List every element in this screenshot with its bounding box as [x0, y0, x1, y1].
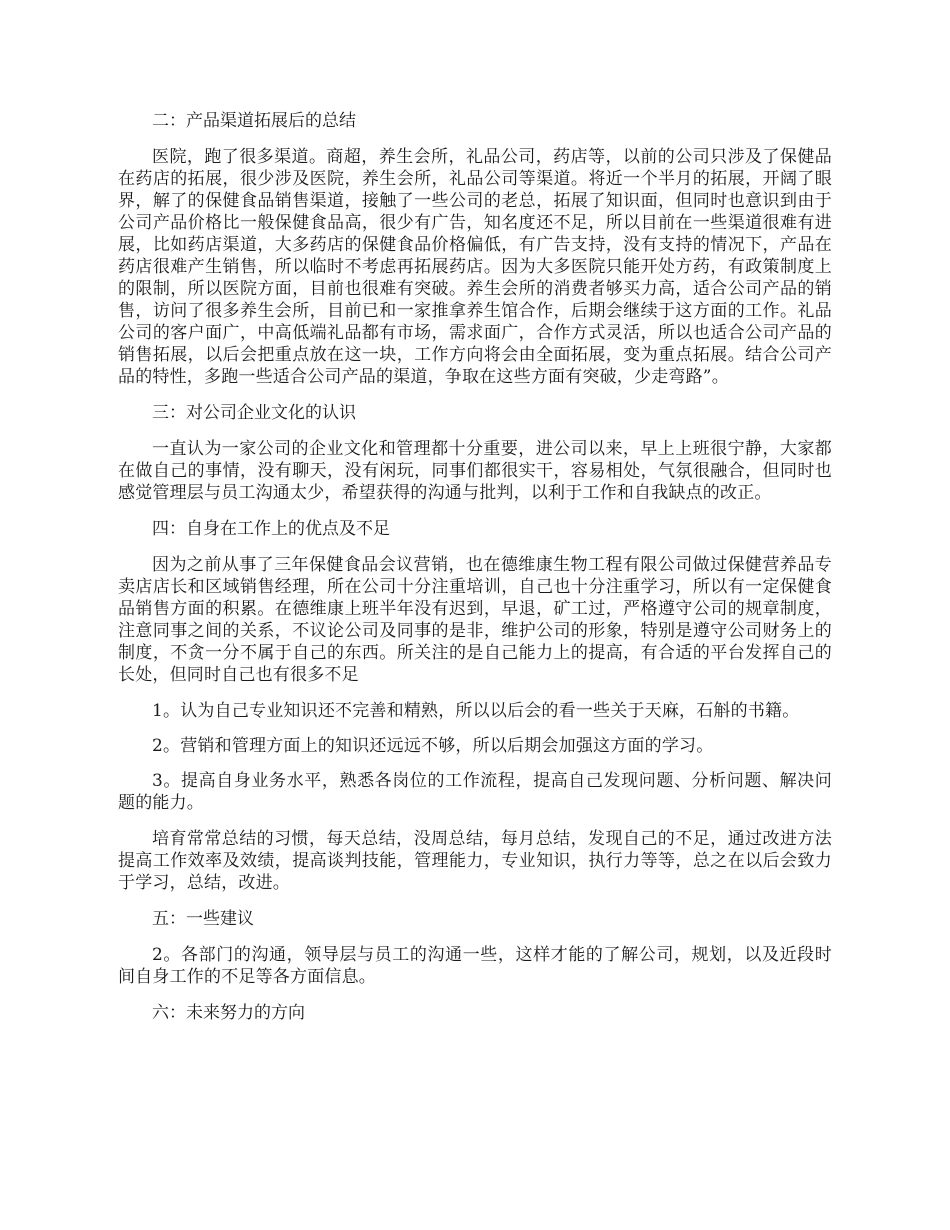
paragraph-culture: 一直认为一家公司的企业文化和管理都十分重要，进公司以来，早上上班很宁静，大家都在做自己的事情，没有聊天，没有闲玩，同事们都很实干，容易相处，气氛很融合，但同时也感觉管理层与员工沟通太少，希望获得的沟通与批判，以利于工作和自我缺点的改正。 [118, 439, 832, 503]
paragraph-strengths: 因为之前从事了三年保健食品会议营销，也在德维康生物工程有限公司做过保健营养品专卖店店长和区域销售经理，所在公司十分注重培训，自己也十分注重学习，所以有一定保健食品销售方面的积累。在德维康上班半年没有迟到，早退，矿工过，严格遵守公司的规章制度，注意同事之间的关系，不议论公司及同事的是非，维护公司的形象，特别是遵守公司财务上的制度，不贪一分不属于自己的东西。所关注的是自己能力上的提高，有合适的平台发挥自己的长处，但同时自己也有很多不足 [118, 555, 832, 685]
paragraph-habits: 培育常常总结的习惯，每天总结，没周总结，每月总结，发现自己的不足，通过改进方法提高工作效率及效绩，提高谈判技能，管理能力，专业知识，执行力等等，总之在以后会致力于学习，总结，改进。 [118, 829, 832, 893]
paragraph-channels-summary: 医院，跑了很多渠道。商超，养生会所，礼品公司，药店等，以前的公司只涉及了保健品在药店的拓展，很少涉及医院，养生会所，礼品公司等渠道。将近一个半月的拓展，开阔了眼界，解了的保健食品销售渠道，接触了一些公司的老总，拓展了知识面，但同时也意识到由于公司产品价格比一般保健食品高，很少有广告，知名度还不足，所以目前在一些渠道很难有进展，比如药店渠道，大多药店的保健食品价格偏低，有广告支持，没有支持的情况下，产品在药店很难产生销售，所以临时不考虑再拓展药店。因为大多医院只能开处方药，有政策制度上的限制，所以医院方面，目前也很难有突破。养生会所的消费者够买力高，适合公司产品的销售，访问了很多养生会所，目前已和一家推拿养生馆合作，后期会继续于这方面的工作。礼品公司的客户面广，中高低端礼品都有市场，需求面广，合作方式灵活，所以也适合公司产品的销售拓展，以后会把重点放在这一块，工作方向将会由全面拓展，变为重点拓展。结合公司产品的特性，多跑一些适合公司产品的渠道，争取在这些方面有突破，少走弯路”。 [118, 147, 832, 387]
section-heading-suggestions: 五：一些建议 [152, 909, 254, 929]
list-item-weakness-3: 3。提高自身业务水平，熟悉各岗位的工作流程，提高自己发现问题、分析问题、解决问题的能力。 [118, 771, 832, 813]
list-item-weakness-2: 2。营销和管理方面上的知识还远远不够，所以后期会加强这方面的学习。 [152, 736, 714, 756]
section-heading-strengths: 四：自身在工作上的优点及不足 [152, 519, 390, 539]
paragraph-suggestion-2: 2。各部门的沟通，领导层与员工的沟通一些，这样才能的了解公司，规划，以及近段时间自身工作的不足等各方面信息。 [118, 945, 832, 987]
section-heading-channels: 二：产品渠道拓展后的总结 [152, 111, 356, 131]
list-item-weakness-1: 1。认为自己专业知识还不完善和精熟，所以以后会的看一些关于天麻，石斛的书籍。 [152, 701, 800, 721]
section-heading-culture: 三：对公司企业文化的认识 [152, 403, 356, 423]
section-heading-future: 六：未来努力的方向 [152, 1003, 305, 1023]
